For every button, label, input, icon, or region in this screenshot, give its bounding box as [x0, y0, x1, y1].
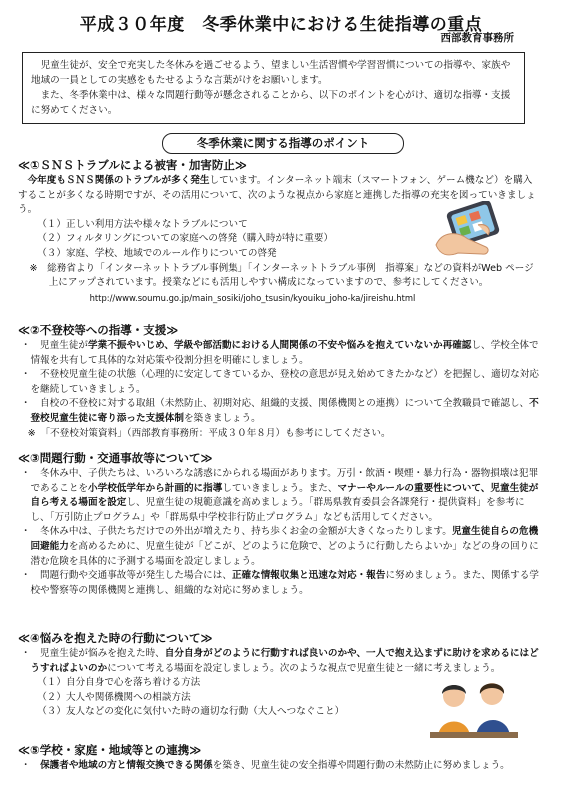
emphasis-text: 今年度もＳＮＳ関係のトラブルが多く発生 [27, 175, 210, 186]
section-absence [18, 322, 542, 441]
emphasis-text: 学業不振やいじめ、学級や部活動における人間関係の不安や悩みを抱えていないか再確認 [88, 340, 472, 351]
bullet-item [18, 569, 542, 598]
smartphone-hand-icon [428, 201, 516, 261]
body-text: していきましょう。また、 [222, 482, 338, 494]
section-heading: ≪③問題行動・交通事故等について≫ [18, 451, 213, 465]
intro-paragraph-2: また、冬季休業中は、様々な問題行動等が懸念されることから、以下のポイントを心がけ、適切な指導・支援に努めてください。 [31, 90, 511, 116]
body-text: を築きましょう。 [183, 412, 261, 424]
body-text: に努めましょう。また、関係する学校や警察等の関係機関と連携し、組織的な対応に努めましょう。 [30, 570, 539, 596]
list-item: （３）友人などの変化に気付いた時の適切な行動（大人へつなぐこと） [37, 706, 345, 718]
points-banner: 冬季休業に関する指導のポイント [162, 133, 404, 154]
emphasis-text: 不登校児童生徒に寄り添った支援体制 [30, 398, 539, 424]
url-text[interactable]: http://www.soumu.go.jp/main_sosiki/joho_tsusin/kyouiku_joho-ka/jireishu.html [89, 292, 416, 303]
list-item: （３）家庭、学校、地域でのルール作りについての啓発 [37, 247, 277, 259]
list-item: （２）フィルタリングについての家庭への啓発（購入時が特に重要） [37, 233, 334, 245]
body-text: ・ 児童生徒が悩みを抱えた時、 [20, 648, 165, 659]
bullet-item [18, 647, 542, 676]
bullet-item [18, 339, 542, 368]
emphasis-text: 小学校低学年から計画的に指導 [88, 482, 223, 494]
body-text: ・ 冬休み中は、子供たちだけでの外出が増えたり、持ち歩くお金の金額が大きくなったりします。 [20, 526, 452, 538]
bullet-item [18, 759, 542, 774]
section-heading: ≪⑤学校・家庭・地域等との連携≫ [18, 743, 202, 757]
counseling-people-icon [424, 676, 524, 740]
body-text: ・ 自校の不登校に対する取組（未然防止、初期対応、組織的支援、関係機関との連携）について全教職員で確認し、 [20, 398, 530, 410]
bullet-item [18, 397, 542, 426]
intro-box [22, 52, 525, 124]
emphasis-text: 児童生徒自らの危機回避能力 [30, 526, 539, 552]
body-text: しています。インターネット端末（スマートフォン、ゲーム機など）を購入することが多くなる時期ですが、その活用について、次のような視点から家庭と連携した指導の充実を図っていきましょう。 [18, 175, 536, 216]
page-title: 平成３０年度 冬季休業中における生徒指導の重点 [79, 15, 483, 35]
intro-paragraph-1: 児童生徒が、安全で充実した冬休みを過ごせるよう、望ましい生活習慣や学習習慣についての指導や、家族や地域の一員としての実感をもたせるような言葉がけをお願いします。 [31, 60, 511, 86]
section-collaboration [18, 742, 542, 774]
list-item: （１）正しい利用方法や様々なトラブルについて [37, 218, 248, 230]
body-text: ・ [20, 760, 41, 771]
section-heading: ≪②不登校等への指導・支援≫ [18, 323, 179, 337]
bullet-item [18, 467, 542, 525]
body-text: について考える場面を設定しましょう。次のような視点で児童生徒と一緒に考えましょう。 [107, 662, 501, 674]
body-text: を高めるために、児童生徒が「どこが、どのように危険で、どのように行動したらよいか」などの身の回りに潜む危険を具体的に予測する場面を設定しましょう。 [30, 540, 539, 567]
bullet-item [18, 525, 542, 569]
resource-link[interactable] [18, 291, 542, 307]
list-item: （２）大人や関係機関への相談方法 [37, 691, 191, 703]
section-heading: ≪④悩みを抱えた時の行動について≫ [18, 631, 213, 645]
body-text: を築き、児童生徒の安全指導や問題行動の未然防止に努めましょう。 [212, 760, 510, 771]
body-text: ・ 冬休み中、子供たちは、いろいろな誘惑にかられる場面があります。万引・飲酒・喫煙・暴力行為・器物損壊は犯罪であることを [20, 468, 539, 494]
bullet-item: ・ 不登校児童生徒の状態（心理的に安定してきているか、登校の意思が見え始めてきたかなど）を把握し、適切な対応を継続していきましょう。 [20, 369, 539, 395]
section-heading: ≪①ＳＮＳトラブルによる被害・加害防止≫ [18, 158, 247, 172]
body-text: ・ 問題行動や交通事故等が発生した場合には、 [20, 570, 232, 582]
body-text: し、学校全体で情報を共有して具体的な対応策や役割分担を明確にしましょう。 [30, 340, 539, 366]
emphasis-text: 保護者や地域の方と情報交換できる関係 [40, 760, 213, 771]
list-item: （１）自分自身で心を落ち着ける方法 [37, 677, 201, 689]
emphasis-text: 自分自身がどのように行動すれば良いのかや、一人で抱え込まずに助けを求めるにはどうすればよいのか [30, 648, 539, 674]
note-text: ※ 「不登校対策資料」（西部教育事務所：平成３０年８月）も参考にしてください。 [27, 427, 391, 439]
section-problem-behavior [18, 450, 542, 598]
emphasis-text: 正確な情報収集と迅速な対応・報告 [231, 570, 386, 582]
body-text: し、児童生徒の規範意識を高めましょう。「群馬県教育委員会各課発行・提供資料」を参考にし、「万引防止プログラム」や「群馬県中学校非行防止プログラム」なども活用してください。 [30, 497, 525, 523]
office-name: 西部教育事務所 [440, 32, 514, 44]
body-text: ・ 児童生徒が [20, 340, 89, 351]
emphasis-text: マナーやルールの重要性について、児童生徒が自ら考える場面を設定 [30, 482, 539, 509]
note-text: ※ 総務省より「インターネットトラブル事例集」「インターネットトラブル事例 指導案」などの資料がWeb ページ上にアップされています。授業などにも活用しやすい構成になっていますので、参考にしてください。 [29, 262, 534, 289]
